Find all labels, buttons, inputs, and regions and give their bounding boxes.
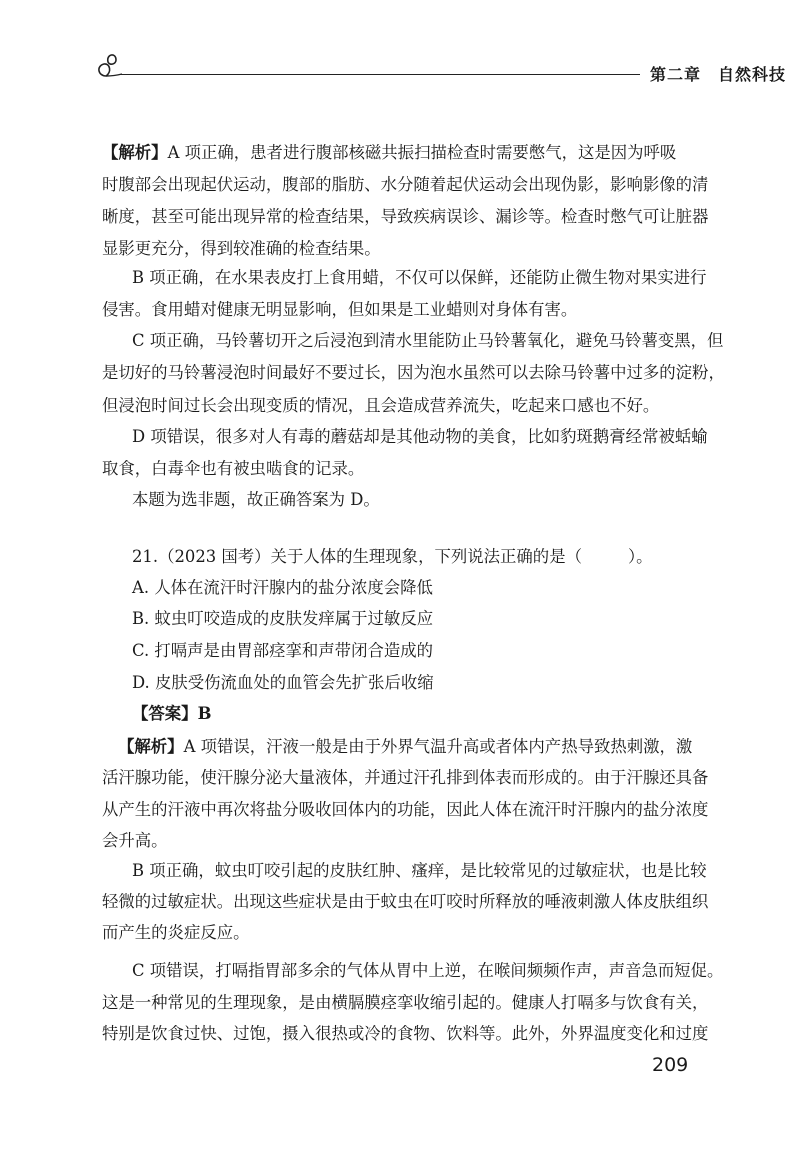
prev-analysis-b-line-1: B 项正确，在水果表皮打上食用蜡，不仅可以保鲜，还能防止微生物对果实进行 — [132, 268, 707, 287]
prev-analysis-d-line-2: 取食，白毒伞也有被虫啮食的记录。 — [102, 459, 365, 478]
stem-end: ）。 — [627, 547, 653, 566]
option-a: A. 人体在流汗时汗腺内的盐分浓度会降低 — [132, 578, 433, 597]
leaf-ornament-icon — [92, 50, 126, 86]
analysis-b-line-3: 而产生的炎症反应。 — [102, 923, 250, 942]
analysis-a-line-2: 活汗腺功能，使汗腺分泌大量液体，并通过汗孔排到体表而形成的。由于汗腺还具备 — [102, 768, 709, 787]
text-run: A 项正确，患者进行腹部核磁共振扫描检查时需要憋气，这是因为呼吸 — [167, 143, 677, 162]
chapter-title: 第二章 自然科技 — [650, 65, 787, 84]
option-d: D. 皮肤受伤流血处的血管会先扩张后收缩 — [132, 673, 434, 692]
option-c: C. 打嗝声是由胃部痉挛和声带闭合造成的 — [132, 641, 434, 660]
analysis-c-line-2: 这是一种常见的生理现象，是由横膈膜痉挛收缩引起的。健康人打嗝多与饮食有关， — [102, 993, 709, 1012]
analysis-a-line-4: 会升高。 — [102, 831, 168, 850]
prev-conclusion: 本题为选非题，故正确答案为 D。 — [132, 490, 380, 509]
analysis-c-line-1: C 项错误，打嗝指胃部多余的气体从胃中上逆，在喉间频频作声，声音急而短促。 — [132, 961, 724, 980]
prev-analysis-d-line-1: D 项错误，很多对人有毒的蘑菇却是其他动物的美食，比如豹斑鹅膏经常被蛞蝓 — [132, 427, 708, 446]
text-run: A 项错误，汗液一般是由于外界气温升高或者体内产热导致热刺激，激 — [183, 737, 693, 756]
prev-analysis-a-line-4: 显影更充分，得到较准确的检查结果。 — [102, 239, 381, 258]
running-header — [92, 50, 787, 90]
question-stem — [132, 546, 653, 568]
prev-analysis-a-line-2: 时腹部会出现起伏运动，腹部的脂肪、水分随着起伏运动会出现伪影，影响影像的清 — [102, 175, 709, 194]
answer-value: B — [197, 704, 212, 723]
prev-analysis-a-line-3: 晰度，甚至可能出现异常的检查结果，导致疾病误诊、漏诊等。检查时憋气可让脏器 — [102, 207, 709, 226]
prev-analysis-tag: 【解析】 — [102, 143, 168, 162]
answer-tag: 【答案】 — [132, 704, 198, 723]
option-b: B. 蚊虫叮咬造成的皮肤发痒属于过敏反应 — [132, 609, 434, 628]
answer-line — [132, 703, 211, 725]
header-rule — [120, 74, 640, 75]
prev-analysis-c-line-1: C 项正确，马铃薯切开之后浸泡到清水里能防止马铃薯氧化，避免马铃薯变黑，但 — [132, 331, 724, 350]
stem-text: 21.（2023 国考）关于人体的生理现象，下列说法正确的是（ — [132, 547, 582, 566]
prev-analysis-c-line-2: 是切好的马铃薯浸泡时间最好不要过长，因为泡水虽然可以去除马铃薯中过多的淀粉， — [102, 363, 725, 382]
analysis-b-line-1: B 项正确，蚊虫叮咬引起的皮肤红肿、瘙痒，是比较常见的过敏症状，也是比较 — [132, 861, 707, 880]
prev-analysis-a-line-1 — [102, 142, 676, 164]
prev-analysis-b-line-2: 侵害。食用蜡对健康无明显影响，但如果是工业蜡则对身体有害。 — [102, 300, 578, 319]
analysis-c-line-3: 特别是饮食过快、过饱，摄入很热或冷的食物、饮料等。此外，外界温度变化和过度 — [102, 1024, 709, 1043]
analysis-a-line-1 — [118, 736, 692, 758]
analysis-a-line-3: 从产生的汗液中再次将盐分吸收回体内的功能，因此人体在流汗时汗腺内的盐分浓度 — [102, 800, 709, 819]
analysis-b-line-2: 轻微的过敏症状。出现这些症状是由于蚊虫在叮咬时所释放的唾液刺激人体皮肤组织 — [102, 892, 709, 911]
page-number: 209 — [652, 1054, 689, 1076]
prev-analysis-c-line-3: 但浸泡时间过长会出现变质的情况，且会造成营养流失，吃起来口感也不好。 — [102, 396, 660, 415]
analysis-tag: 【解析】 — [118, 737, 184, 756]
